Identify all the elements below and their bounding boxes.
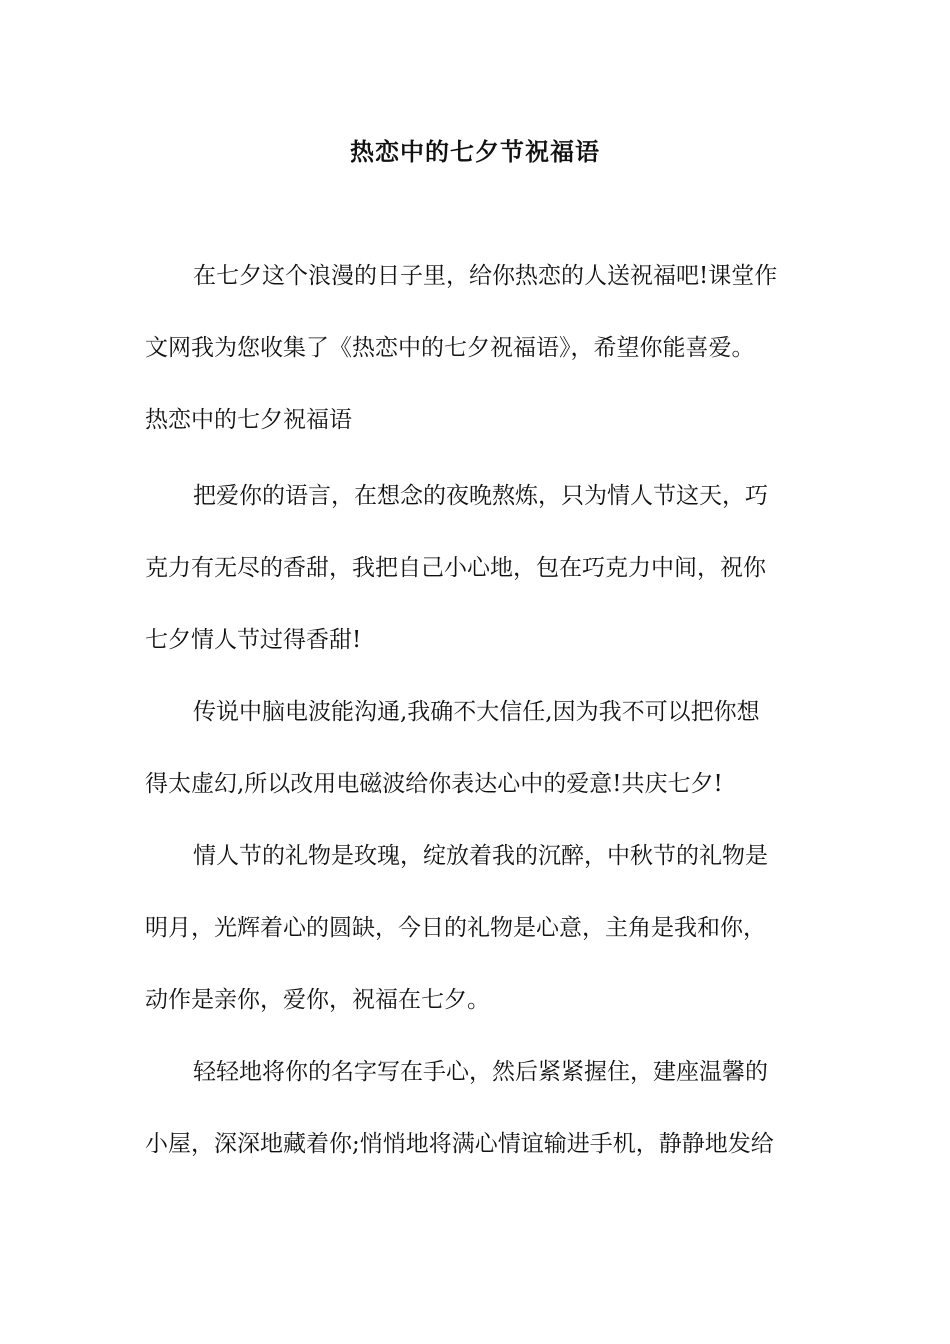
paragraph-line: 克力有无尽的香甜，我把自己小心地，包在巧克力中间，祝你 — [145, 555, 766, 581]
document-body — [145, 250, 810, 1190]
paragraph-line: 情人节的礼物是玫瑰，绽放着我的沉醉，中秋节的礼物是 — [193, 843, 768, 869]
paragraph-line: 文网我为您收集了《热恋中的七夕祝福语》，希望你能喜爱。 — [145, 335, 755, 361]
paragraph-line: 明月，光辉着心的圆缺，今日的礼物是心意，主角是我和你， — [145, 915, 766, 941]
paragraph-line: 得太虚幻,所以改用电磁波给你表达心中的爱意!共庆七夕! — [145, 771, 723, 797]
paragraph-line: 小屋，深深地藏着你;悄悄地将满心情谊输进手机，静静地发给 — [145, 1131, 774, 1157]
paragraph-line: 传说中脑电波能沟通,我确不大信任,因为我不可以把你想 — [193, 699, 760, 725]
paragraph-line: 在七夕这个浪漫的日子里，给你热恋的人送祝福吧!课堂作 — [193, 263, 778, 289]
paragraph-line: 七夕情人节过得香甜! — [145, 627, 362, 653]
paragraph-line: 把爱你的语言，在想念的夜晚熬炼，只为情人节这天，巧 — [193, 483, 768, 509]
paragraph-line: 动作是亲你，爱你，祝福在七夕。 — [145, 987, 490, 1013]
paragraph-line: 轻轻地将你的名字写在手心，然后紧紧握住，建座温馨的 — [193, 1059, 768, 1085]
section-heading: 热恋中的七夕祝福语 — [145, 407, 352, 433]
document-title: 热恋中的七夕节祝福语 — [350, 137, 600, 166]
